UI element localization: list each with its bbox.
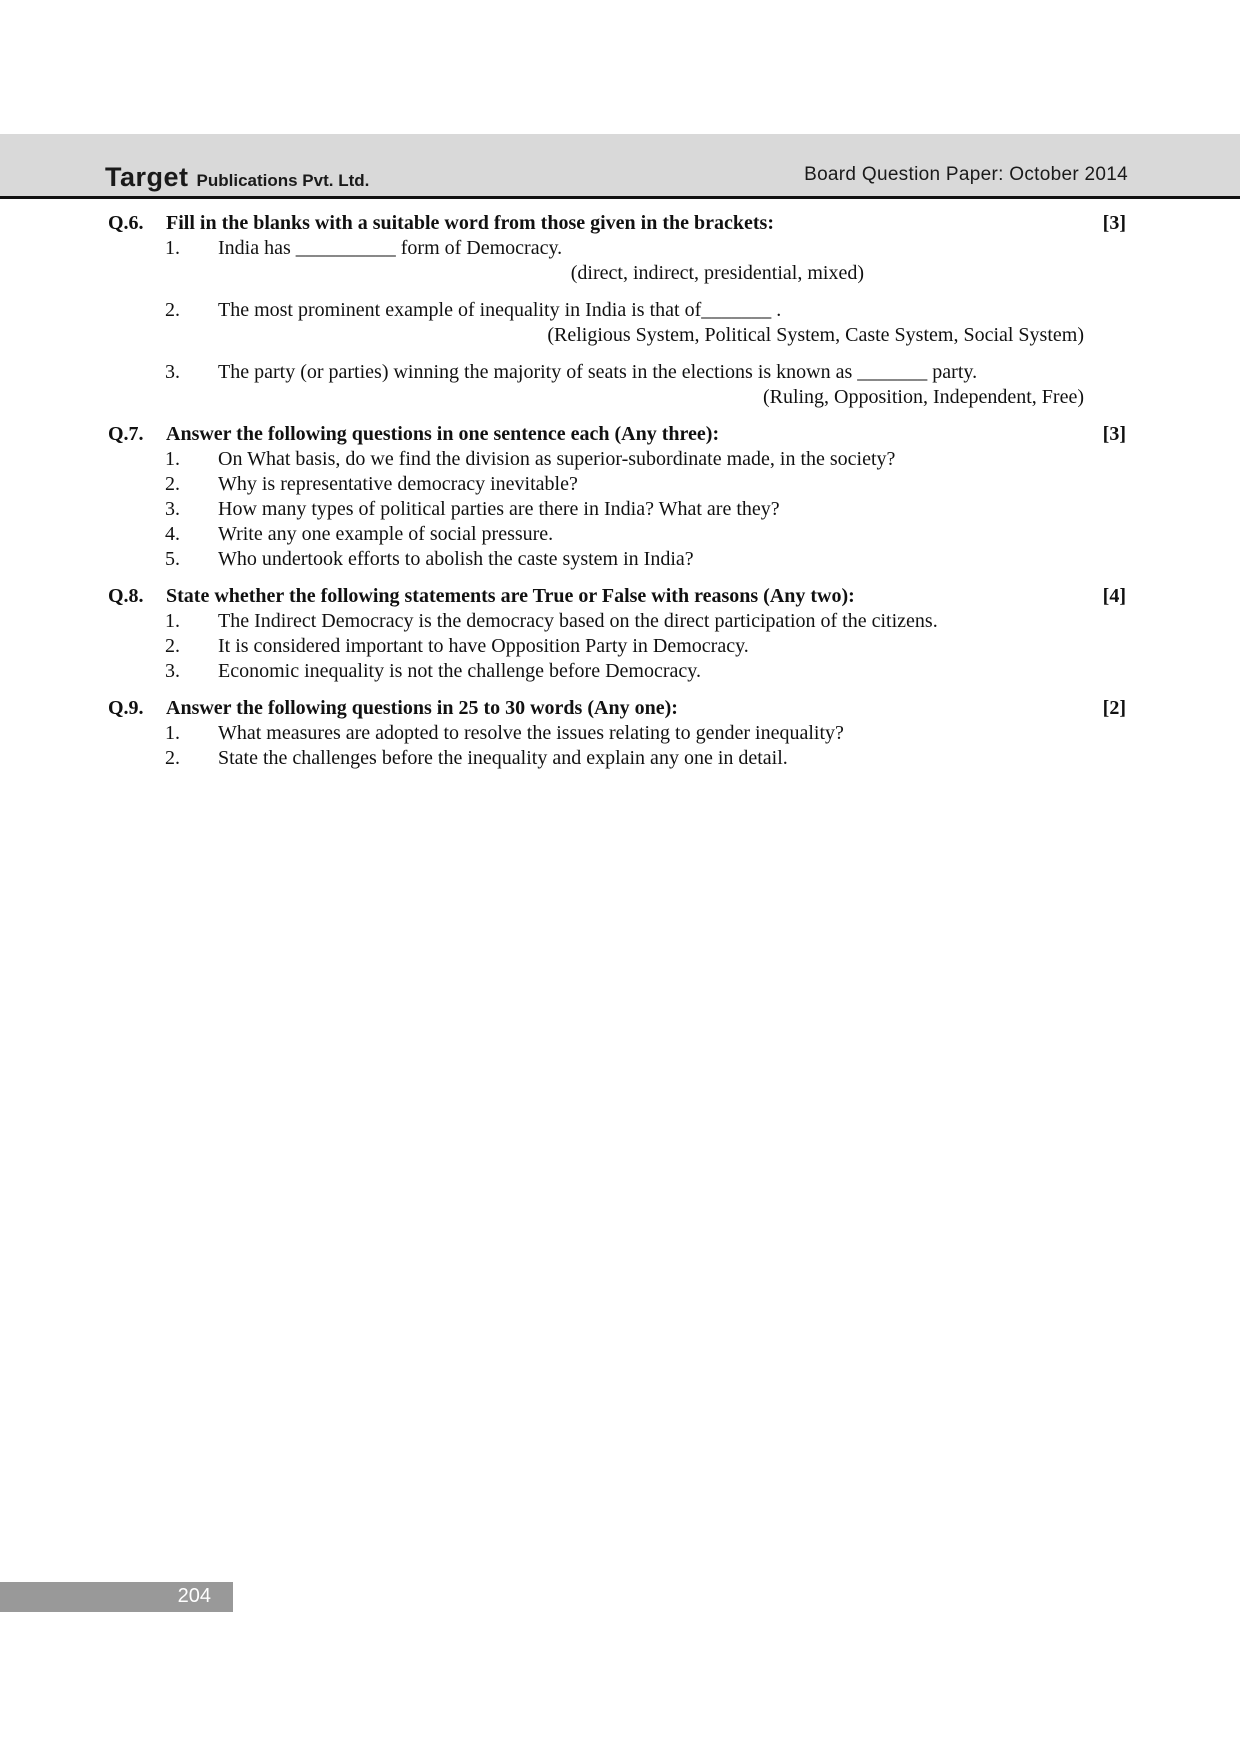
fill-blank-item <box>108 298 1126 348</box>
item-number: 1. <box>165 722 180 744</box>
fill-blank-item <box>108 236 1126 286</box>
item-number: 2. <box>165 747 180 769</box>
question-number: Q.8. <box>108 585 144 607</box>
item-row <box>108 236 1126 261</box>
publisher-name: Publications Pvt. Ltd. <box>196 171 370 190</box>
item-options: (Ruling, Opposition, Independent, Free) <box>762 386 1084 408</box>
question-9 <box>108 696 1126 771</box>
question-text: State whether the following statements are True or False with reasons (Any two): <box>166 585 855 607</box>
question-7 <box>108 422 1126 572</box>
item-number: 4. <box>165 523 180 545</box>
question-marks: [3] <box>1102 212 1126 234</box>
paper-title: Board Question Paper: October 2014 <box>804 164 1128 185</box>
question-marks: [2] <box>1102 697 1126 719</box>
item-number: 3. <box>165 660 180 682</box>
question-heading <box>108 422 1126 447</box>
item-text: Why is representative democracy inevitable? <box>218 473 578 495</box>
item-text: The party (or parties) winning the majority of seats in the elections is known as _______ party. <box>218 361 978 383</box>
list-item <box>108 746 1126 771</box>
item-text: The Indirect Democracy is the democracy based on the direct participation of the citizens. <box>218 610 938 632</box>
list-item <box>108 547 1126 572</box>
question-text: Answer the following questions in 25 to 30 words (Any one): <box>166 697 678 719</box>
item-number: 2. <box>165 473 180 495</box>
question-8 <box>108 584 1126 684</box>
question-number: Q.9. <box>108 697 144 719</box>
fill-blank-item <box>108 360 1126 410</box>
item-text: On What basis, do we find the division as superior-subordinate made, in the society? <box>218 448 896 470</box>
item-row <box>108 298 1126 323</box>
question-6 <box>108 211 1126 410</box>
item-text: India has __________ form of Democracy. <box>218 237 563 259</box>
item-options: (direct, indirect, presidential, mixed) <box>570 262 864 284</box>
question-number: Q.6. <box>108 212 144 234</box>
list-item <box>108 447 1126 472</box>
item-text: It is considered important to have Opposition Party in Democracy. <box>218 635 749 657</box>
question-content <box>108 211 1126 783</box>
question-text: Answer the following questions in one sentence each (Any three): <box>166 423 720 445</box>
list-item <box>108 659 1126 684</box>
question-marks: [3] <box>1102 423 1126 445</box>
item-text: State the challenges before the inequality and explain any one in detail. <box>218 747 788 769</box>
list-item <box>108 522 1126 547</box>
list-item <box>108 634 1126 659</box>
item-number: 1. <box>165 237 180 259</box>
item-text: The most prominent example of inequality in India is that of_______ . <box>218 299 782 321</box>
list-item <box>108 721 1126 746</box>
item-options: (Religious System, Political System, Caste System, Social System) <box>547 324 1084 346</box>
question-heading <box>108 584 1126 609</box>
item-text: Who undertook efforts to abolish the caste system in India? <box>218 548 694 570</box>
item-number: 3. <box>165 361 180 383</box>
list-item <box>108 609 1126 634</box>
list-item <box>108 472 1126 497</box>
question-text: Fill in the blanks with a suitable word from those given in the brackets: <box>166 212 774 234</box>
item-text: How many types of political parties are there in India? What are they? <box>218 498 780 520</box>
item-text: Write any one example of social pressure. <box>218 523 554 545</box>
item-number: 2. <box>165 299 180 321</box>
page-header <box>0 134 1240 199</box>
list-item <box>108 497 1126 522</box>
item-number: 2. <box>165 635 180 657</box>
item-number: 5. <box>165 548 180 570</box>
question-marks: [4] <box>1102 585 1126 607</box>
item-text: What measures are adopted to resolve the issues relating to gender inequality? <box>218 722 844 744</box>
item-row <box>108 360 1126 385</box>
publisher-brand <box>105 162 369 193</box>
question-number: Q.7. <box>108 423 144 445</box>
item-number: 3. <box>165 498 180 520</box>
item-text: Economic inequality is not the challenge before Democracy. <box>218 660 701 682</box>
item-number: 1. <box>165 448 180 470</box>
item-number: 1. <box>165 610 180 632</box>
page-number-tab <box>0 1582 233 1612</box>
target-logo: Target <box>105 162 189 192</box>
question-heading <box>108 696 1126 721</box>
page-number: 204 <box>177 1585 211 1607</box>
question-heading <box>108 211 1126 236</box>
